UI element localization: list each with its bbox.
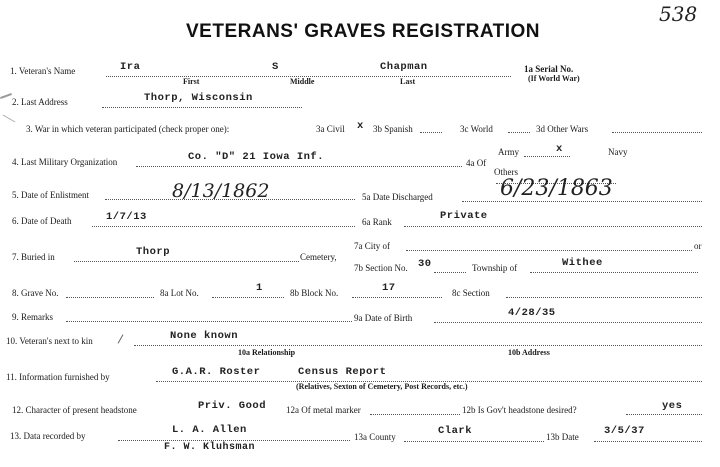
army-label: Army — [498, 147, 519, 157]
city-label: 7a City of — [354, 241, 390, 251]
war-civil-mark: x — [357, 120, 364, 132]
kin-label: 10. Veteran's next to kin — [6, 336, 93, 346]
enlistment-value: 8/13/1862 — [172, 180, 270, 202]
buried-line — [74, 261, 299, 262]
section-value: 30 — [418, 258, 432, 270]
war-spanish-label: 3b Spanish — [373, 124, 413, 134]
address-line — [102, 107, 302, 108]
last-address-value: Thorp, Wisconsin — [144, 92, 253, 104]
last-caption: Last — [400, 77, 416, 86]
county-label: 13a County — [354, 432, 396, 442]
remarks-line — [66, 321, 352, 322]
scan-edge-mark — [0, 93, 12, 99]
branch-of-label: 4a Of — [466, 158, 487, 168]
war-other-label: 3d Other Wars — [536, 124, 589, 134]
township-line — [530, 272, 698, 273]
recorded-by-value: L. A. Allen — [172, 424, 247, 436]
kin-line — [134, 345, 702, 346]
grave-section-label: 8c Section — [452, 288, 490, 298]
info-furnished-caption: (Relatives, Sexton of Cemetery, Post Records, etc.) — [296, 382, 468, 391]
middle-name-value: S — [272, 61, 279, 73]
birth-value: 4/28/35 — [508, 307, 556, 319]
war-label: 3. War in which veteran participated (check proper one): — [26, 124, 230, 134]
section-line — [434, 272, 466, 273]
relationship-caption: 10a Relationship — [238, 348, 296, 357]
other-line — [612, 132, 702, 133]
township-label: Township of — [472, 263, 518, 273]
lot-label: 8a Lot No. — [160, 288, 199, 298]
war-world-label: 3c World — [460, 124, 493, 134]
recorded-by-label: 13. Data recorded by — [10, 431, 86, 441]
others-label: Others — [494, 167, 518, 177]
discharged-value: 6/23/1863 — [500, 176, 613, 201]
city-line — [406, 250, 692, 251]
info-furnished-label: 11. Information furnished by — [6, 372, 110, 382]
block-value: 17 — [382, 282, 396, 294]
kin-address-caption: 10b Address — [508, 348, 550, 357]
county-value: Clark — [438, 425, 473, 437]
gov-headstone-line — [626, 414, 702, 415]
grave-line — [66, 297, 154, 298]
birth-line — [434, 322, 702, 323]
enlistment-label: 5. Date of Enlistment — [12, 190, 89, 200]
first-caption: First — [183, 77, 200, 86]
military-org-label: 4. Last Military Organization — [12, 157, 118, 167]
death-label: 6. Date of Death — [12, 216, 72, 226]
veteran-name-label: 1. Veteran's Name — [10, 66, 76, 76]
death-value: 1/7/13 — [106, 211, 147, 223]
township-value: Withee — [562, 257, 603, 269]
form-title: VETERANS' GRAVES REGISTRATION — [186, 21, 541, 42]
scan-edge-mark — [3, 115, 16, 123]
info-furnished-value-2: Census Report — [298, 366, 387, 378]
or-label: or — [694, 241, 702, 251]
kin-correction-mark — [118, 334, 124, 343]
date-recorded-line — [594, 441, 702, 442]
county-line — [404, 441, 544, 442]
block-label: 8b Block No. — [290, 288, 339, 298]
discharged-label: 5a Date Discharged — [362, 192, 433, 202]
buried-value: Thorp — [136, 246, 171, 258]
serial-label: 1a Serial No. — [524, 64, 574, 74]
info-furnished-value: G.A.R. Roster — [172, 366, 261, 378]
date-recorded-label: 13b Date — [546, 432, 579, 442]
page-number: 538 — [659, 2, 698, 26]
spanish-line — [420, 132, 442, 133]
lot-line — [212, 297, 284, 298]
block-line — [352, 297, 442, 298]
lot-value: 1 — [256, 282, 263, 294]
recorded-by-value-2: F. W. Kluhsman — [164, 442, 256, 453]
military-org-line — [136, 166, 462, 167]
buried-label: 7. Buried in — [12, 252, 55, 262]
rank-value: Private — [440, 210, 488, 222]
army-mark: x — [556, 143, 563, 155]
war-civil-label: 3a Civil — [316, 124, 345, 134]
rank-line — [404, 226, 702, 227]
navy-label: Navy — [608, 147, 628, 157]
section-label: 7b Section No. — [354, 263, 408, 273]
death-line — [92, 226, 355, 227]
world-line — [508, 132, 530, 133]
cemetery-label: Cemetery, — [300, 252, 337, 262]
last-address-label: 2. Last Address — [12, 97, 68, 107]
headstone-label: 12. Character of present headstone — [12, 405, 137, 415]
first-name-value: Ira — [120, 61, 141, 73]
grave-section-line — [506, 297, 702, 298]
kin-value: None known — [170, 330, 239, 342]
army-line — [524, 156, 570, 157]
birth-label: 9a Date of Birth — [354, 313, 413, 323]
headstone-value: Priv. Good — [198, 400, 267, 412]
gov-headstone-label: 12b Is Gov't headstone desired? — [462, 405, 577, 415]
military-org-value: Co. "D" 21 Iowa Inf. — [188, 151, 325, 163]
metal-marker-label: 12a Of metal marker — [286, 405, 361, 415]
metal-marker-line — [370, 414, 460, 415]
last-name-value: Chapman — [380, 61, 428, 73]
middle-caption: Middle — [290, 77, 315, 86]
remarks-label: 9. Remarks — [12, 312, 53, 322]
discharged-line — [462, 201, 702, 202]
gov-headstone-value: yes — [662, 400, 683, 412]
grave-label: 8. Grave No. — [12, 288, 59, 298]
date-recorded-value: 3/5/37 — [604, 425, 645, 437]
serial-caption: (If World War) — [528, 74, 580, 83]
rank-label: 6a Rank — [362, 217, 392, 227]
recorded-by-line — [118, 440, 350, 441]
